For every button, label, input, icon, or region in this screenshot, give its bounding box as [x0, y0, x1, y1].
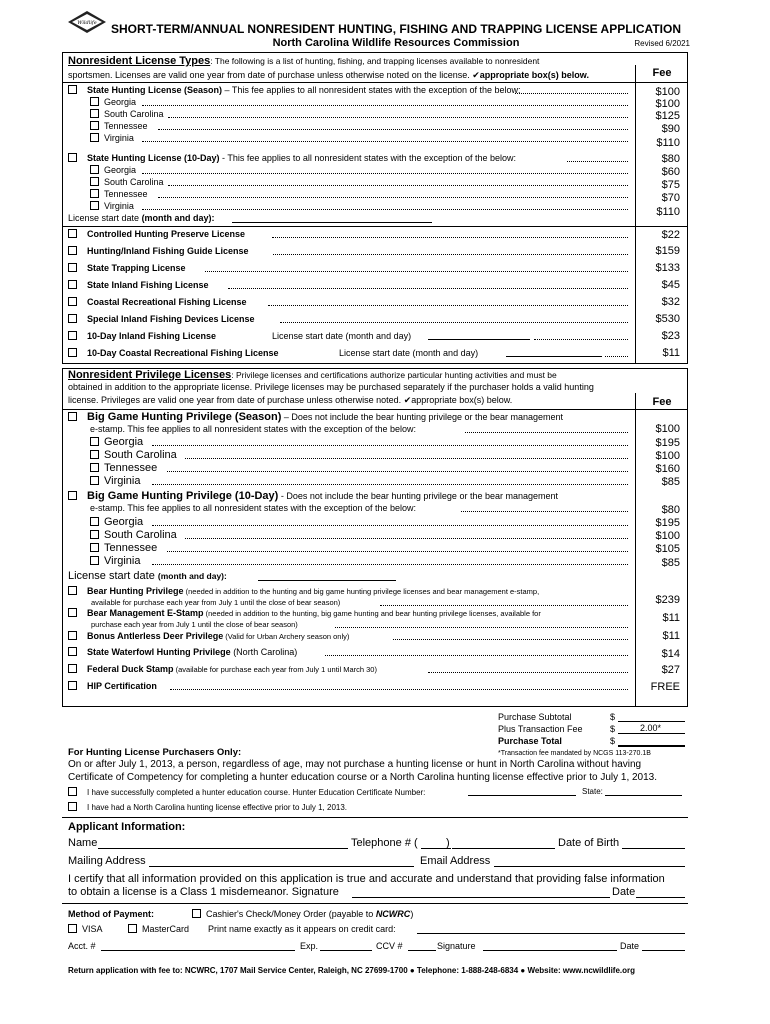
license-types-intro: Nonresident License Types: The following is a list of hunting, fishing, and trapping licenses available to nonresident — [68, 55, 540, 67]
transaction-fee-label: Plus Transaction Fee — [498, 724, 583, 734]
license-item[interactable]: 10-Day Inland Fishing License — [68, 331, 216, 341]
big-season-state-row[interactable]: Georgia — [90, 436, 143, 448]
privilege-start-date: License start date (month and day): — [68, 570, 227, 582]
season-state-row[interactable]: Georgia — [90, 97, 136, 107]
checkmark-icon: ✔ — [403, 395, 412, 405]
form-title: SHORT-TERM/ANNUAL NONRESIDENT HUNTING, FISHING AND TRAPPING LICENSE APPLICATION — [110, 22, 681, 36]
big-tenday-state-row[interactable]: Tennessee — [90, 542, 157, 554]
payment-heading: Method of Payment: — [68, 909, 155, 919]
season-license-row[interactable]: State Hunting License (Season) – This fee applies to all nonresident states with the exception of the below: — [68, 85, 521, 95]
start-date-field[interactable] — [428, 339, 530, 340]
hunter-ed-option[interactable]: I have successfully completed a hunter education course. Hunter Education Certificate Number: — [68, 787, 425, 797]
mailing-address-field[interactable] — [149, 866, 414, 867]
license-item[interactable]: Coastal Recreational Fishing License — [68, 297, 247, 307]
license-item[interactable]: Controlled Hunting Preserve License — [68, 229, 245, 239]
privilege-heading: Nonresident Privilege Licenses — [68, 369, 232, 381]
duck-stamp-row[interactable]: Federal Duck Stamp (available for purchase each year from July 1 until March 30) — [68, 664, 377, 674]
certificate-number-field[interactable] — [468, 795, 576, 796]
big-game-season-row[interactable]: Big Game Hunting Privilege (Season) – Does not include the bear hunting privilege or the bear management — [68, 411, 563, 423]
license-types-heading: Nonresident License Types — [68, 55, 211, 67]
applicant-heading: Applicant Information: — [68, 821, 186, 833]
license-item[interactable]: State Trapping License — [68, 263, 186, 273]
transaction-fee-field — [618, 733, 685, 734]
tenday-state-row[interactable]: Virginia — [90, 201, 134, 211]
checkmark-icon: ✔ — [472, 70, 480, 80]
telephone-field[interactable] — [452, 848, 555, 849]
big-season-state-row[interactable]: Tennessee — [90, 462, 157, 474]
season-state-row[interactable]: South Carolina — [90, 109, 164, 119]
start-date-field[interactable] — [258, 580, 396, 581]
fee-header: Fee — [652, 396, 672, 408]
big-game-tenday-row[interactable]: Big Game Hunting Privilege (10-Day) - Does not include the bear hunting privilege or the bear management — [68, 490, 558, 502]
privilege-intro: Nonresident Privilege Licenses: Privilege licenses and certifications authorize particular hunting activities and must be — [68, 369, 557, 381]
license-item[interactable]: State Inland Fishing License — [68, 280, 209, 290]
card-date-field[interactable] — [642, 950, 685, 951]
revised-date: Revised 6/2021 — [634, 39, 690, 48]
fee-tenday: $110 — [656, 206, 680, 218]
tenday-state-row[interactable]: South Carolina — [90, 177, 164, 187]
license-types-intro-2: sportsmen. Licenses are valid one year from date of purchase unless otherwise noted on the license. ✔appropriate box(s) below. — [68, 70, 589, 80]
fee-season: $110 — [656, 137, 680, 149]
form-subtitle: North Carolina Wildlife Resources Commission — [272, 37, 520, 49]
start-date-row: License start date (month and day): — [68, 213, 215, 223]
start-date-field[interactable] — [232, 222, 432, 223]
fee-header: Fee — [652, 67, 672, 79]
deer-privilege-row[interactable]: Bonus Antlerless Deer Privilege (Valid for Urban Archery season only) — [68, 631, 349, 641]
mastercard-option[interactable]: MasterCard — [128, 924, 189, 934]
email-field[interactable] — [494, 866, 685, 867]
signature-field[interactable] — [352, 897, 610, 898]
big-tenday-state-row[interactable]: South Carolina — [90, 529, 177, 541]
date-field[interactable] — [636, 897, 685, 898]
big-season-state-row[interactable]: South Carolina — [90, 449, 177, 461]
transaction-fee-value: 2.00* — [640, 723, 662, 733]
fee-big-tenday: $80 — [661, 504, 680, 516]
expiration-field[interactable] — [320, 950, 372, 951]
waterfowl-row[interactable]: State Waterfowl Hunting Privilege (North Carolina) — [68, 647, 297, 657]
tenday-checkbox[interactable] — [68, 153, 77, 162]
license-item[interactable]: Special Inland Fishing Devices License — [68, 314, 255, 324]
svg-text:Wildlife: Wildlife — [77, 20, 97, 26]
season-state-row[interactable]: Tennessee — [90, 121, 148, 131]
name-field[interactable] — [98, 848, 348, 849]
season-state-row[interactable]: Virginia — [90, 133, 134, 143]
big-tenday-state-row[interactable]: Virginia — [90, 555, 141, 567]
visa-option[interactable]: VISA — [68, 924, 103, 934]
footer-contact: Return application with fee to: NCWRC, 1707 Mail Service Center, Raleigh, NC 27699-1700 ● Telephone: 1-888-248-6834 ● Website: www.ncwildlife.org — [68, 966, 636, 975]
tenday-state-row[interactable]: Georgia — [90, 165, 136, 175]
cardholder-name-field[interactable] — [417, 933, 685, 934]
ccv-field[interactable] — [408, 950, 436, 951]
state-field[interactable] — [605, 795, 682, 796]
license-item[interactable]: Hunting/Inland Fishing Guide License — [68, 246, 249, 256]
season-checkbox[interactable] — [68, 85, 77, 94]
start-date-field[interactable] — [506, 356, 602, 357]
hip-row[interactable]: HIP Certification — [68, 681, 157, 691]
bear-privilege-row[interactable]: Bear Hunting Privilege (needed in addition to the hunting and big game hunting privilege licenses and bear management e-stamp, — [68, 586, 539, 596]
tenday-license-row[interactable]: State Hunting License (10-Day) - This fee applies to all nonresident states with the exception of the below: — [68, 153, 516, 163]
big-tenday-state-row[interactable]: Georgia — [90, 516, 143, 528]
tenday-state-row[interactable]: Tennessee — [90, 189, 148, 199]
account-number-field[interactable] — [101, 950, 295, 951]
total-field[interactable] — [618, 745, 685, 747]
subtotal-field[interactable] — [618, 721, 685, 722]
fee-footnote: *Transaction fee mandated by NCGS 113-270.1B — [498, 750, 651, 757]
hunting-heading: For Hunting License Purchasers Only: — [68, 747, 242, 758]
total-label: Purchase Total — [498, 736, 562, 746]
cashier-option[interactable]: Cashier's Check/Money Order (payable to NCWRC) — [192, 909, 413, 919]
privilege-intro-3: license. Privileges are valid one year from date of purchase unless otherwise noted. ✔appropriate box(s) below. — [68, 395, 513, 405]
prior-license-option[interactable]: I have had a North Carolina hunting license effective prior to July 1, 2013. — [68, 802, 347, 812]
license-item[interactable]: 10-Day Coastal Recreational Fishing License — [68, 348, 279, 358]
bear-estamp-row[interactable]: Bear Management E-Stamp (needed in addition to the hunting, big game hunting and bear hunting privilege licenses, available for — [68, 608, 541, 618]
fee-big-season: $100 — [655, 423, 680, 435]
card-signature-field[interactable] — [483, 950, 617, 951]
subtotal-label: Purchase Subtotal — [498, 712, 572, 722]
big-season-state-row[interactable]: Virginia — [90, 475, 141, 487]
dob-field[interactable] — [622, 848, 685, 849]
